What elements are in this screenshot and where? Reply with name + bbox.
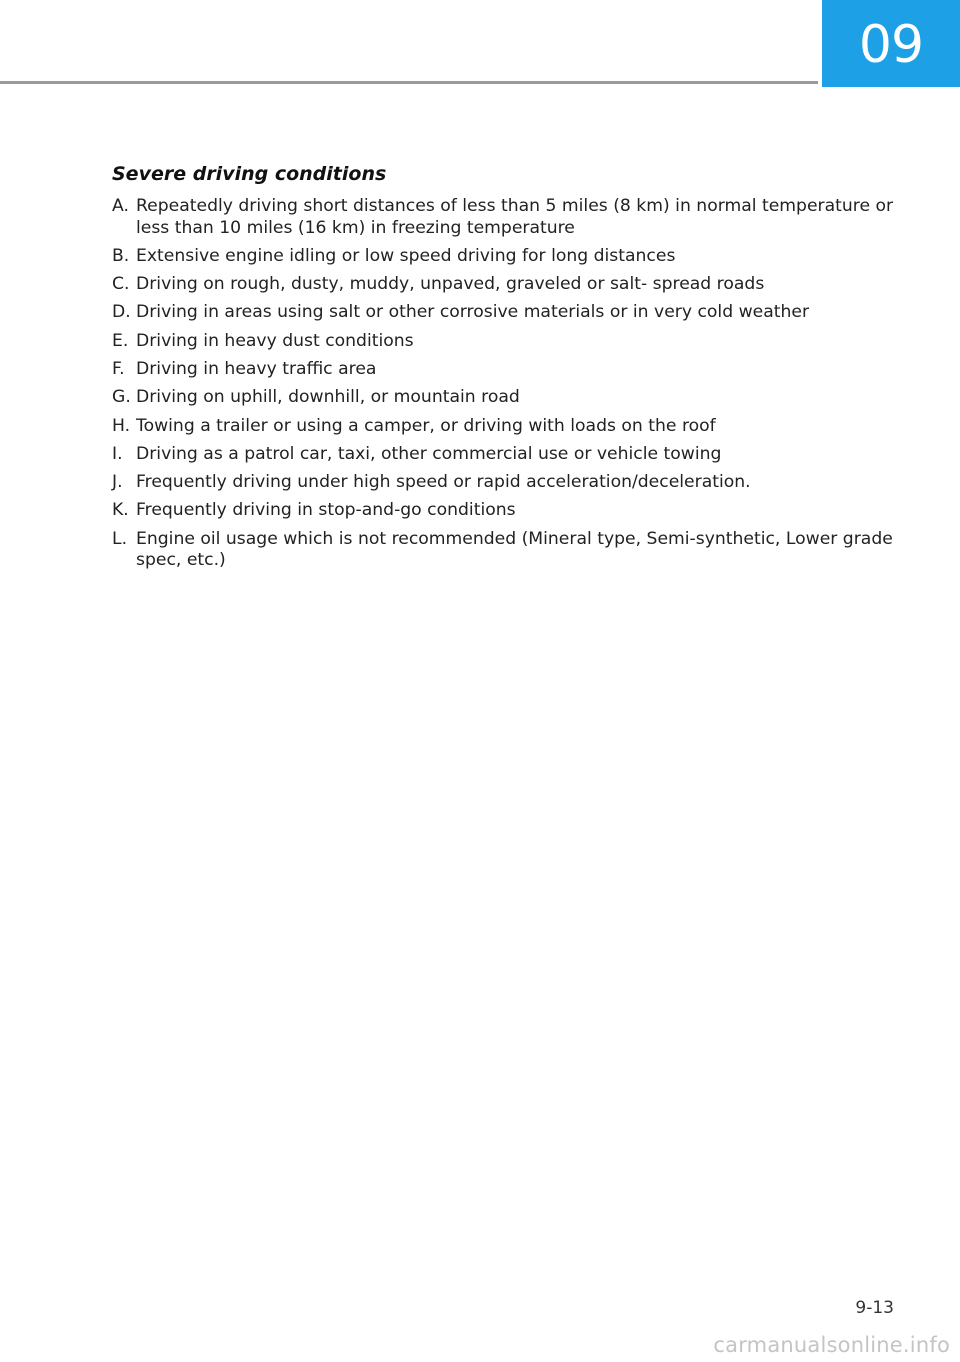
header-rule: [0, 81, 818, 84]
list-item: [112, 444, 912, 466]
item-letter: I.: [112, 443, 123, 464]
item-letter: H.: [112, 415, 131, 436]
list-item: [112, 500, 912, 522]
list-item: [112, 302, 912, 324]
item-text: Frequently driving in stop-and-go conditions: [136, 500, 516, 521]
chapter-tab: [822, 0, 960, 87]
item-text: Driving in heavy traffic area: [136, 358, 377, 379]
list-item: [112, 274, 912, 296]
item-letter: G.: [112, 387, 131, 408]
item-text: Driving in heavy dust conditions: [136, 330, 414, 351]
list-item: [112, 196, 912, 239]
item-letter: F.: [112, 358, 125, 379]
item-text: Engine oil usage which is not recommended (Mineral type, Semi-synthetic, Lower grade spec, etc.): [136, 528, 893, 571]
item-text: Driving on uphill, downhill, or mountain road: [136, 387, 520, 408]
watermark: carmanualsonline.info: [713, 1333, 950, 1357]
list-item: [112, 472, 912, 494]
item-letter: A.: [112, 196, 129, 216]
item-letter: C.: [112, 274, 130, 295]
list-item: [112, 529, 912, 572]
list-item: [112, 331, 912, 353]
item-text: Driving in areas using salt or other corrosive materials or in very cold weather: [136, 302, 810, 323]
section-title: Severe driving conditions: [112, 163, 387, 185]
item-letter: J.: [112, 472, 123, 493]
item-text: Towing a trailer or using a camper, or driving with loads on the roof: [136, 415, 716, 436]
item-letter: L.: [112, 528, 128, 549]
item-text: Driving as a patrol car, taxi, other commercial use or vehicle towing: [136, 443, 722, 464]
item-letter: E.: [112, 330, 129, 351]
list-item: [112, 246, 912, 268]
item-letter: K.: [112, 500, 129, 521]
list-item: [112, 387, 912, 409]
main-content: [112, 158, 912, 579]
list-item: [112, 416, 912, 438]
item-letter: D.: [112, 302, 131, 323]
item-text: Repeatedly driving short distances of less than 5 miles (8 km) in normal temperature or less than 10 miles (16 km) in freezing temperature: [136, 196, 894, 238]
list-item: [112, 359, 912, 381]
page-number: 9-13: [855, 1298, 894, 1318]
conditions-list: [112, 196, 912, 572]
item-text: Extensive engine idling or low speed driving for long distances: [136, 245, 676, 266]
item-letter: B.: [112, 245, 130, 266]
item-text: Driving on rough, dusty, muddy, unpaved, graveled or salt- spread roads: [136, 274, 765, 295]
item-text: Frequently driving under high speed or rapid acceleration/deceleration.: [136, 472, 751, 493]
chapter-number: 09: [858, 14, 924, 75]
